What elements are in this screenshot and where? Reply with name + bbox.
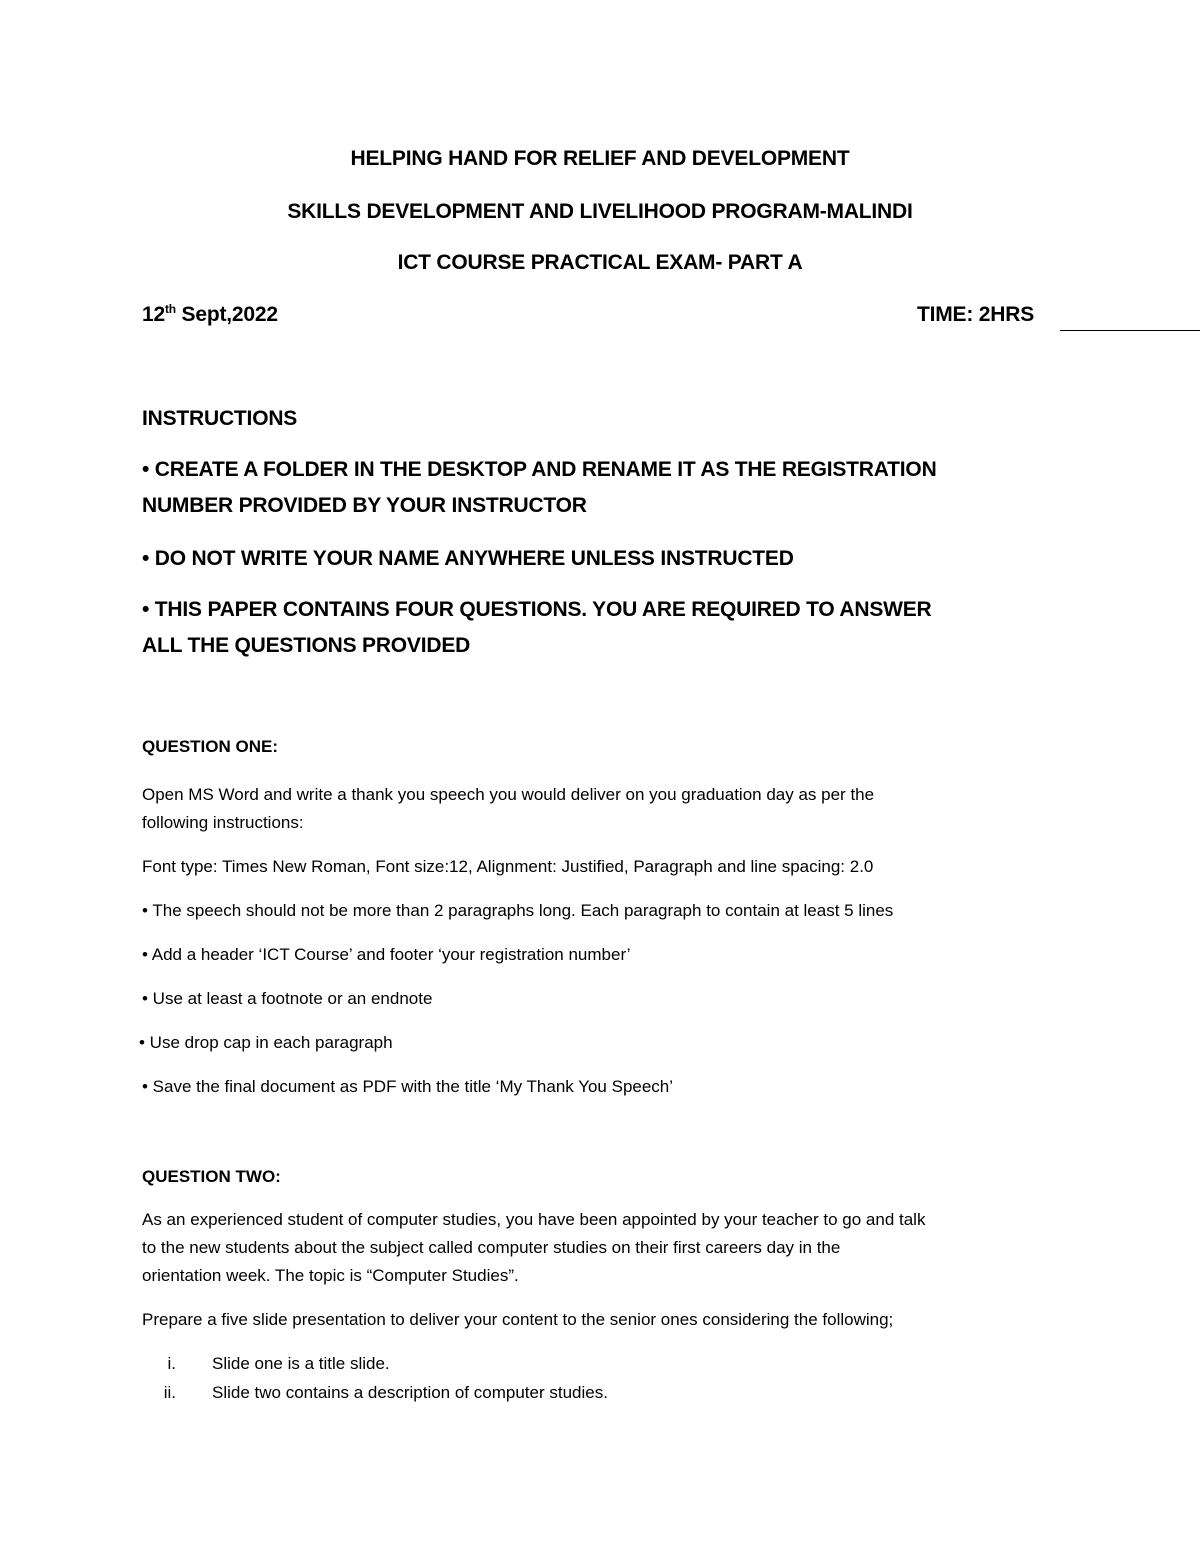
exam-date bbox=[142, 303, 278, 327]
bullet-icon: • bbox=[142, 598, 150, 621]
list-item-text: Slide two contains a description of computer studies. bbox=[212, 1383, 608, 1402]
list-item-number: i. bbox=[167, 1354, 176, 1373]
instructions-heading: INSTRUCTIONS bbox=[142, 407, 298, 430]
question-one-heading: QUESTION ONE: bbox=[142, 737, 279, 756]
date-suffix: th bbox=[164, 302, 176, 316]
header-rule bbox=[1060, 330, 1200, 331]
instruction-item-3-line2: ALL THE QUESTIONS PROVIDED bbox=[142, 634, 471, 657]
instruction-item-1-line1: • CREATE A FOLDER IN THE DESKTOP AND RENAME IT AS THE REGISTRATION bbox=[142, 458, 937, 481]
bullet-icon: • bbox=[142, 458, 150, 481]
question-one-bullet-4: • Use drop cap in each paragraph bbox=[139, 1033, 393, 1052]
question-one-intro-line2: following instructions: bbox=[142, 813, 304, 832]
list-item-number: ii. bbox=[163, 1383, 176, 1402]
question-two-para-line1: As an experienced student of computer studies, you have been appointed by your teacher to go and talk bbox=[142, 1210, 926, 1229]
question-two-prepare: Prepare a five slide presentation to deliver your content to the senior ones considering the following; bbox=[142, 1310, 894, 1329]
org-title: HELPING HAND FOR RELIEF AND DEVELOPMENT bbox=[350, 147, 850, 170]
question-one-bullet-1: • The speech should not be more than 2 paragraphs long. Each paragraph to contain at least 5 lines bbox=[142, 901, 894, 920]
exam-title: ICT COURSE PRACTICAL EXAM- PART A bbox=[397, 251, 803, 274]
question-two-para-line2: to the new students about the subject called computer studies on their first careers day in the bbox=[142, 1238, 841, 1257]
question-two-heading: QUESTION TWO: bbox=[142, 1167, 281, 1186]
date-day: 12 bbox=[142, 303, 165, 326]
instruction-item-2: • DO NOT WRITE YOUR NAME ANYWHERE UNLESS INSTRUCTED bbox=[142, 547, 794, 570]
instruction-item-1-line2: NUMBER PROVIDED BY YOUR INSTRUCTOR bbox=[142, 494, 587, 517]
list-item-text: Slide one is a title slide. bbox=[212, 1354, 390, 1373]
exam-time: TIME: 2HRS bbox=[917, 303, 1035, 326]
instruction-item-3-line1: • THIS PAPER CONTAINS FOUR QUESTIONS. YOU ARE REQUIRED TO ANSWER bbox=[142, 598, 932, 621]
question-one-format: Font type: Times New Roman, Font size:12, Alignment: Justified, Paragraph and line spacing: 2.0 bbox=[142, 857, 874, 876]
question-one-bullet-3: • Use at least a footnote or an endnote bbox=[142, 989, 433, 1008]
bullet-icon: • bbox=[142, 547, 150, 570]
program-title: SKILLS DEVELOPMENT AND LIVELIHOOD PROGRAM-MALINDI bbox=[287, 200, 913, 223]
question-one-bullet-2: • Add a header ‘ICT Course’ and footer ‘your registration number’ bbox=[142, 945, 631, 964]
question-two-para-line3: orientation week. The topic is “Computer Studies”. bbox=[142, 1266, 519, 1285]
date-rest: Sept,2022 bbox=[175, 303, 278, 326]
question-one-intro-line1: Open MS Word and write a thank you speech you would deliver on you graduation day as per the bbox=[142, 785, 875, 804]
question-one-bullet-5: • Save the final document as PDF with the title ‘My Thank You Speech’ bbox=[142, 1077, 674, 1096]
